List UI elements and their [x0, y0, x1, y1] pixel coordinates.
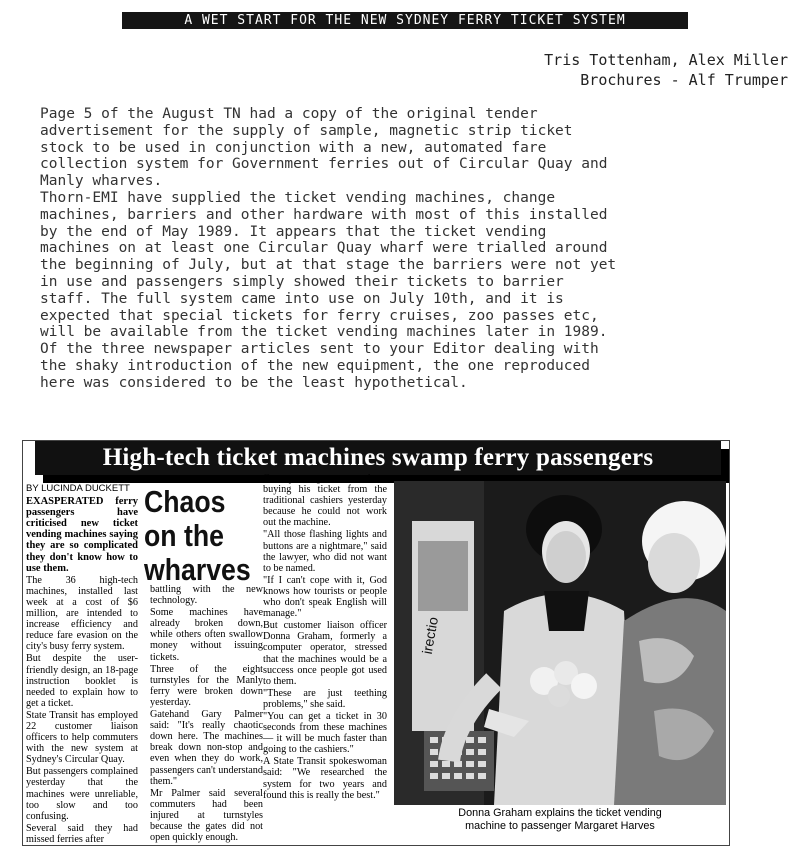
- news-photo: [394, 481, 726, 805]
- paragraph: But passengers complained yesterday that the machines were unreliable, too slow and too confusing.: [26, 766, 138, 822]
- author-credits: [544, 50, 788, 90]
- clipping-headline: High-tech ticket machines swamp ferry passengers: [35, 441, 721, 475]
- paragraph: "You can get a ticket in 30 seconds from these machines — it will be much faster than going to the cashiers.": [263, 710, 387, 756]
- lead-paragraph: EXASPERATED ferry passengers have criticised new ticket vending machines saying they are so complicated they don't know how to use them.: [26, 496, 138, 574]
- photo-caption: [394, 807, 726, 833]
- article-column-1: [26, 483, 138, 846]
- sub-headline: Chaos on the wharves: [144, 484, 251, 587]
- machine-sign: irectio: [418, 615, 442, 656]
- newspaper-clipping: [22, 440, 730, 846]
- article-column-2: [150, 584, 263, 844]
- paragraph: Several said they had missed ferries after: [26, 822, 138, 845]
- article-title: A WET START FOR THE NEW SYDNEY FERRY TICKET SYSTEM: [122, 12, 688, 29]
- paragraph: A State Transit spokeswoman said: "We researched the system for two years and found this is really the best.": [263, 756, 387, 801]
- paragraph: Some machines have already broken down, while others often swallow money without issuing tickets.: [150, 607, 263, 663]
- intro-paragraph-2: Thorn-EMI have supplied the ticket vending machines, change machines, barriers and other hardware with most of this installed by the end of May 1989. It appears that the ticket vending machines on at least one Circular Quay wharf were trialled around the beginning of July, but at that stage the barriers were not yet in use and passengers simply showed their tickets to barrier staff. The full system came into use on July 10th, and it is expected that special tickets for ferry cruises, zoo passes etc, will be available from the ticket vending machines later in 1989. Of the three newspaper articles sent to your Editor dealing with the shaky introduction of the new equipment, the one reproduced here was considered to be the least hypothetical.: [40, 189, 617, 391]
- intro-text: [40, 106, 785, 392]
- paragraph: battling with the new technology.: [150, 584, 263, 607]
- caption-line-2: machine to passenger Margaret Harves: [465, 820, 655, 832]
- paragraph: Mr Palmer said several commuters had been injured at turnstyles because the gates did not open quickly enough.: [150, 787, 263, 844]
- paragraph: One passenger resorted to buying his ticket from the traditional cashiers yesterday because he could not work out the machine.: [263, 473, 387, 529]
- intro-paragraph-1: Page 5 of the August TN had a copy of the original tender advertisement for the supply of sample, magnetic strip ticket stock to be used in conjunction with a new, automated fare collection system for Government ferries out of Circular Quay and Manly wharves.: [40, 106, 608, 190]
- authors-line-1: Tris Tottenham, Alex Miller: [544, 51, 788, 69]
- paragraph: Gatehand Gary Palmer said: "It's really chaotic down here. The machines break down non-stop and even when they do work, passengers can't understand them.": [150, 709, 263, 787]
- paragraph: But customer liaison officer Donna Graham, formerly a computer operator, stressed that the machines would be a success once people got used to them.: [263, 620, 387, 687]
- paragraph: "All those flashing lights and buttons are a nightmare," said the lawyer, who did not want to be named.: [263, 529, 387, 574]
- caption-line-1: Donna Graham explains the ticket vending: [458, 807, 662, 819]
- paragraph: The 36 high-tech machines, installed last week at a cost of $6 million, are intended to increase efficiency and reduce fare evasion on the city's busy ferry system.: [26, 574, 138, 653]
- paragraph: "These are just teething problems," she said.: [263, 687, 387, 710]
- paragraph: "If I can't cope with it, God knows how tourists or people who don't speak English will manage.": [263, 574, 387, 620]
- paragraph: Three of the eight turnstyles for the Manly ferry were broken down yesterday.: [150, 663, 263, 708]
- article-column-3: [263, 473, 387, 802]
- byline: BY LUCINDA DUCKETT: [26, 483, 130, 494]
- authors-line-2: Brochures - Alf Trumper: [580, 71, 788, 89]
- photo-illustration: [394, 481, 726, 805]
- paragraph: State Transit has employed 22 customer liaison officers to help commuters with the new system at Sydney's Circular Quay.: [26, 709, 138, 766]
- paragraph: But despite the user-friendly design, an 18-page instruction booklet is needed to explain how to get a ticket.: [26, 653, 138, 709]
